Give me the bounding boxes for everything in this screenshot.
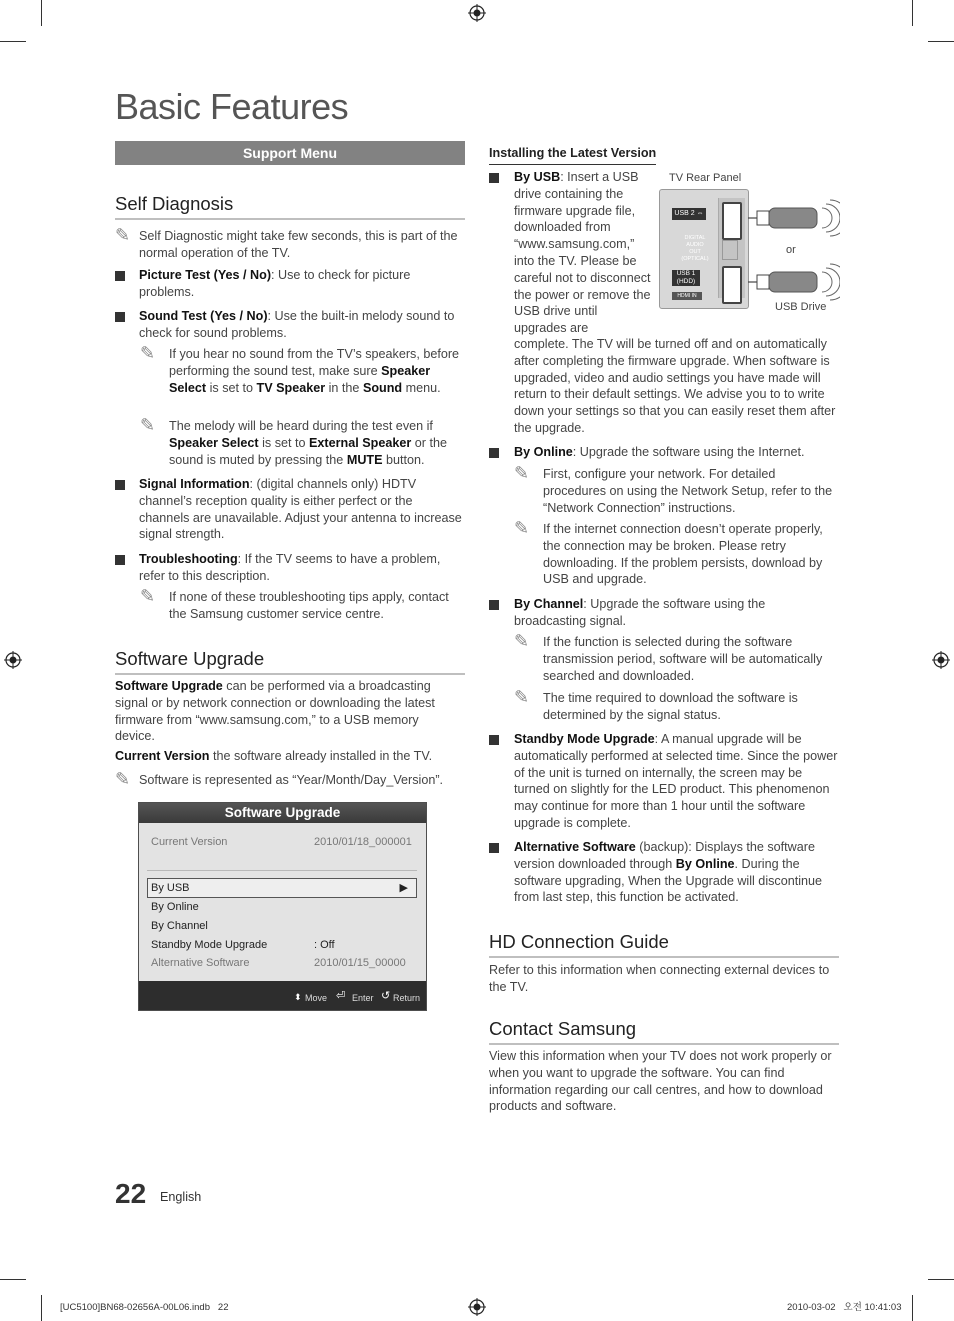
hd-guide-heading: HD Connection Guide bbox=[489, 930, 839, 958]
enter-icon: ⏎ bbox=[336, 990, 346, 1002]
return-label: Return bbox=[393, 993, 421, 1003]
usb1-text: USB 1 bbox=[676, 270, 696, 277]
current-text: the software already installed in the TV. bbox=[209, 749, 433, 763]
or-label: or bbox=[786, 244, 796, 256]
troubleshooting-label: Troubleshooting bbox=[139, 552, 238, 566]
note-bold: Sound bbox=[362, 380, 403, 395]
crop-mark bbox=[928, 41, 954, 42]
software-upgrade-heading: Software Upgrade bbox=[115, 647, 465, 675]
signal-info-label: Signal Information bbox=[139, 477, 250, 491]
support-menu-banner: Support Menu bbox=[115, 141, 465, 165]
hd-guide-text: Refer to this information when connecting external devices to the TV. bbox=[489, 963, 830, 994]
intro-text: can be performed via a broadcasting signal or by network connection or downloading the latest firmware from “www.samsung.com,” to a USB memory device. bbox=[115, 679, 435, 744]
digital-audio-label: DIGITAL AUDIO OUT (OPTICAL) bbox=[681, 235, 709, 262]
standby-value: : Off bbox=[314, 939, 335, 951]
note-text: in the bbox=[325, 380, 363, 395]
menu-item-alternative-software[interactable]: Alternative Software bbox=[151, 957, 250, 969]
move-icon: ⬍ bbox=[294, 992, 302, 1002]
standby-label: Standby Mode Upgrade bbox=[514, 732, 655, 746]
channel-note-2: The time required to download the software is determined by the signal status. bbox=[543, 691, 798, 722]
usb-drive-label: USB Drive bbox=[775, 301, 827, 313]
note-text: or the sound is muted by pressing the bbox=[169, 435, 447, 467]
current-version-desc bbox=[115, 748, 460, 765]
note-text: is set to bbox=[258, 435, 310, 450]
installing-heading: Installing the Latest Version bbox=[489, 145, 656, 165]
menu-item-standby-mode-upgrade[interactable]: Standby Mode Upgrade bbox=[151, 939, 268, 951]
chevron-right-icon: ▶ bbox=[399, 882, 408, 894]
contact-heading: Contact Samsung bbox=[489, 1017, 839, 1045]
note-pencil-icon: ✎ bbox=[514, 463, 530, 483]
menu-item-by-online[interactable]: By Online bbox=[151, 901, 199, 913]
bullet-square-icon bbox=[489, 735, 499, 745]
by-channel-label: By Channel bbox=[514, 597, 584, 611]
bullet-square-icon bbox=[489, 448, 499, 458]
alternative-text: (backup): Displays the software version downloaded through bbox=[514, 840, 815, 871]
menu-item-label: By USB bbox=[151, 882, 190, 894]
tv-rear-panel-illustration bbox=[659, 189, 749, 309]
channel-note-1: If the function is selected during the software transmission period, software will be automatically searched and downloaded. bbox=[543, 635, 823, 683]
registration-mark-icon bbox=[468, 1298, 486, 1316]
online-note-2: If the internet connection doesn’t operate properly, the connection may be broken. Please retry downloading. If the problem persists, download by USB and upgrade. bbox=[543, 522, 823, 587]
software-upgrade-intro bbox=[115, 678, 460, 745]
usb1-port-label bbox=[672, 270, 700, 286]
sound-test-text: : Use the built-in melody sound to check for sound problems. bbox=[139, 309, 455, 340]
bullet-square-icon bbox=[115, 271, 125, 281]
sound-test-item bbox=[139, 308, 465, 342]
by-online-text: : Upgrade the software using the Internet. bbox=[572, 445, 805, 459]
usb-port-icon bbox=[722, 202, 742, 240]
registration-mark-icon bbox=[932, 651, 950, 669]
usb2-port-label: USB 2 ⇔ bbox=[672, 208, 706, 220]
note-pencil-icon: ✎ bbox=[115, 769, 131, 789]
online-note-1: First, configure your network. For detailed procedures on using the Network Setup, refer to the “Network Connection” instructions. bbox=[543, 467, 833, 515]
current-version-value: 2010/01/18_000001 bbox=[314, 836, 412, 848]
note-pencil-icon: ✎ bbox=[514, 631, 530, 651]
enter-label: Enter bbox=[352, 993, 374, 1003]
alternative-item bbox=[514, 839, 840, 906]
by-channel-text: : Upgrade the software using the broadcasting signal. bbox=[514, 597, 766, 628]
by-usb-label: By USB bbox=[514, 170, 561, 184]
registration-mark-icon bbox=[468, 4, 486, 22]
usb-port-icon bbox=[722, 266, 742, 304]
hdmi-label: HDMI IN bbox=[672, 292, 702, 300]
note-pencil-icon: ✎ bbox=[140, 343, 156, 363]
alternative-value: 2010/01/15_00000 bbox=[314, 957, 406, 969]
note-bold: Speaker Select bbox=[169, 363, 431, 395]
divider bbox=[147, 870, 417, 871]
usb1-hdd-text: (HDD) bbox=[676, 278, 696, 285]
by-usb-item bbox=[514, 169, 651, 337]
software-upgrade-screen bbox=[138, 802, 427, 1011]
by-online-label: By Online bbox=[514, 445, 573, 459]
crop-mark bbox=[912, 0, 913, 26]
note-pencil-icon: ✎ bbox=[115, 225, 131, 245]
page-number: 22 bbox=[115, 1178, 147, 1209]
print-date-info: 2010-03-02 오전 10:41:03 bbox=[787, 1302, 902, 1313]
bullet-square-icon bbox=[489, 173, 499, 183]
bullet-square-icon bbox=[489, 843, 499, 853]
by-usb-continued: complete. The TV will be turned off and on automatically after completing the firmware upgrade. When software is upgraded, video and audio settings you have made will return to their default settings. We advise you to to write down your settings so that you can easily reset them after the upgrade. bbox=[514, 337, 836, 435]
tv-rear-panel-label: TV Rear Panel bbox=[669, 172, 742, 184]
alternative-label: Alternative Software bbox=[514, 840, 636, 854]
note-text: menu. bbox=[402, 380, 441, 395]
standby-item bbox=[514, 731, 840, 832]
signal-info-text: : (digital channels only) HDTV channel’s reception quality is either perfect or the channels are unavailable. Adjust your antenna to increase signal strength. bbox=[139, 477, 462, 542]
note-pencil-icon: ✎ bbox=[514, 687, 530, 707]
picture-test-label: Picture Test (Yes / No) bbox=[139, 268, 272, 282]
intro-label: Software Upgrade bbox=[115, 679, 223, 693]
by-usb-text: : Insert a USB drive containing the firmware upgrade file, downloaded from “www.samsung.com,” into the TV. Please be careful not to disconnect the power or remove the USB drive until upgrades are bbox=[514, 170, 651, 336]
self-diagnosis-note: Self Diagnostic might take few seconds, this is part of the normal operation of the TV. bbox=[139, 229, 458, 260]
crop-mark bbox=[912, 1295, 913, 1321]
troubleshooting-text: : If the TV seems to have a problem, refer to this description. bbox=[139, 552, 441, 583]
alternative-text: . During the software upgrading, When the Upgrade will discontinue from last step, this function be activated. bbox=[514, 856, 823, 905]
screen-title: Software Upgrade bbox=[139, 803, 426, 823]
sound-test-label: Sound Test (Yes / No) bbox=[139, 309, 268, 323]
return-icon: ↺ bbox=[381, 990, 391, 1002]
registration-mark-icon bbox=[4, 651, 22, 669]
crop-mark bbox=[0, 1279, 26, 1280]
bullet-square-icon bbox=[115, 312, 125, 322]
current-version-label: Current Version bbox=[151, 836, 228, 848]
current-label: Current Version bbox=[115, 749, 210, 763]
alternative-bold: By Online bbox=[675, 856, 735, 871]
note-bold: TV Speaker bbox=[256, 380, 326, 395]
note-bold: MUTE bbox=[346, 452, 383, 467]
page-title: Basic Features bbox=[115, 86, 349, 127]
note-bold: External Speaker bbox=[309, 435, 412, 450]
bullet-square-icon bbox=[115, 555, 125, 565]
note-text: button. bbox=[382, 452, 425, 467]
picture-test-item bbox=[139, 267, 465, 301]
sound-note-1 bbox=[169, 346, 465, 396]
note-pencil-icon: ✎ bbox=[514, 518, 530, 538]
note-pencil-icon: ✎ bbox=[140, 415, 156, 435]
print-file-info: [UC5100]BN68-02656A-00L06.indb 22 bbox=[60, 1302, 229, 1313]
crop-mark bbox=[41, 1295, 42, 1321]
page-language: English bbox=[160, 1190, 202, 1204]
bullet-square-icon bbox=[489, 600, 499, 610]
menu-item-by-usb[interactable] bbox=[147, 878, 417, 898]
picture-test-text: : Use to check for picture problems. bbox=[139, 268, 411, 299]
move-label: Move bbox=[305, 993, 328, 1003]
contact-text: View this information when your TV does not work properly or when you want to upgrade the software. You can find information regarding our call centres, and how to download products and software. bbox=[489, 1049, 832, 1114]
note-text: If you hear no sound from the TV’s speakers, before performing the sound test, make sure bbox=[169, 347, 460, 378]
sound-note-2 bbox=[169, 418, 465, 468]
note-bold: Speaker Select bbox=[169, 435, 259, 450]
crop-mark bbox=[41, 0, 42, 26]
version-format-note: Software is represented as “Year/Month/Day_Version”. bbox=[139, 773, 444, 787]
note-text: is set to bbox=[206, 380, 257, 395]
standby-text: : A manual upgrade will be automatically performed at selected time. Since the power of the unit is turned on internally, the screen may be turned on slightly for the LED product. This phenomenon may continue for more than 1 hour until the software upgrade is complete. bbox=[514, 732, 838, 830]
bullet-square-icon bbox=[115, 480, 125, 490]
menu-item-by-channel[interactable]: By Channel bbox=[151, 920, 208, 932]
note-text: The melody will be heard during the test even if bbox=[169, 419, 433, 433]
troubleshooting-item bbox=[139, 551, 465, 585]
signal-info-item bbox=[139, 476, 465, 543]
screen-footer bbox=[139, 981, 426, 1010]
self-diagnosis-heading: Self Diagnosis bbox=[115, 192, 465, 220]
by-online-item bbox=[514, 444, 840, 461]
crop-mark bbox=[928, 1279, 954, 1280]
note-pencil-icon: ✎ bbox=[140, 586, 156, 606]
optical-port-icon bbox=[722, 240, 738, 260]
troubleshooting-note: If none of these troubleshooting tips apply, contact the Samsung customer service centre. bbox=[169, 590, 449, 621]
crop-mark bbox=[0, 41, 26, 42]
by-channel-item bbox=[514, 596, 840, 630]
